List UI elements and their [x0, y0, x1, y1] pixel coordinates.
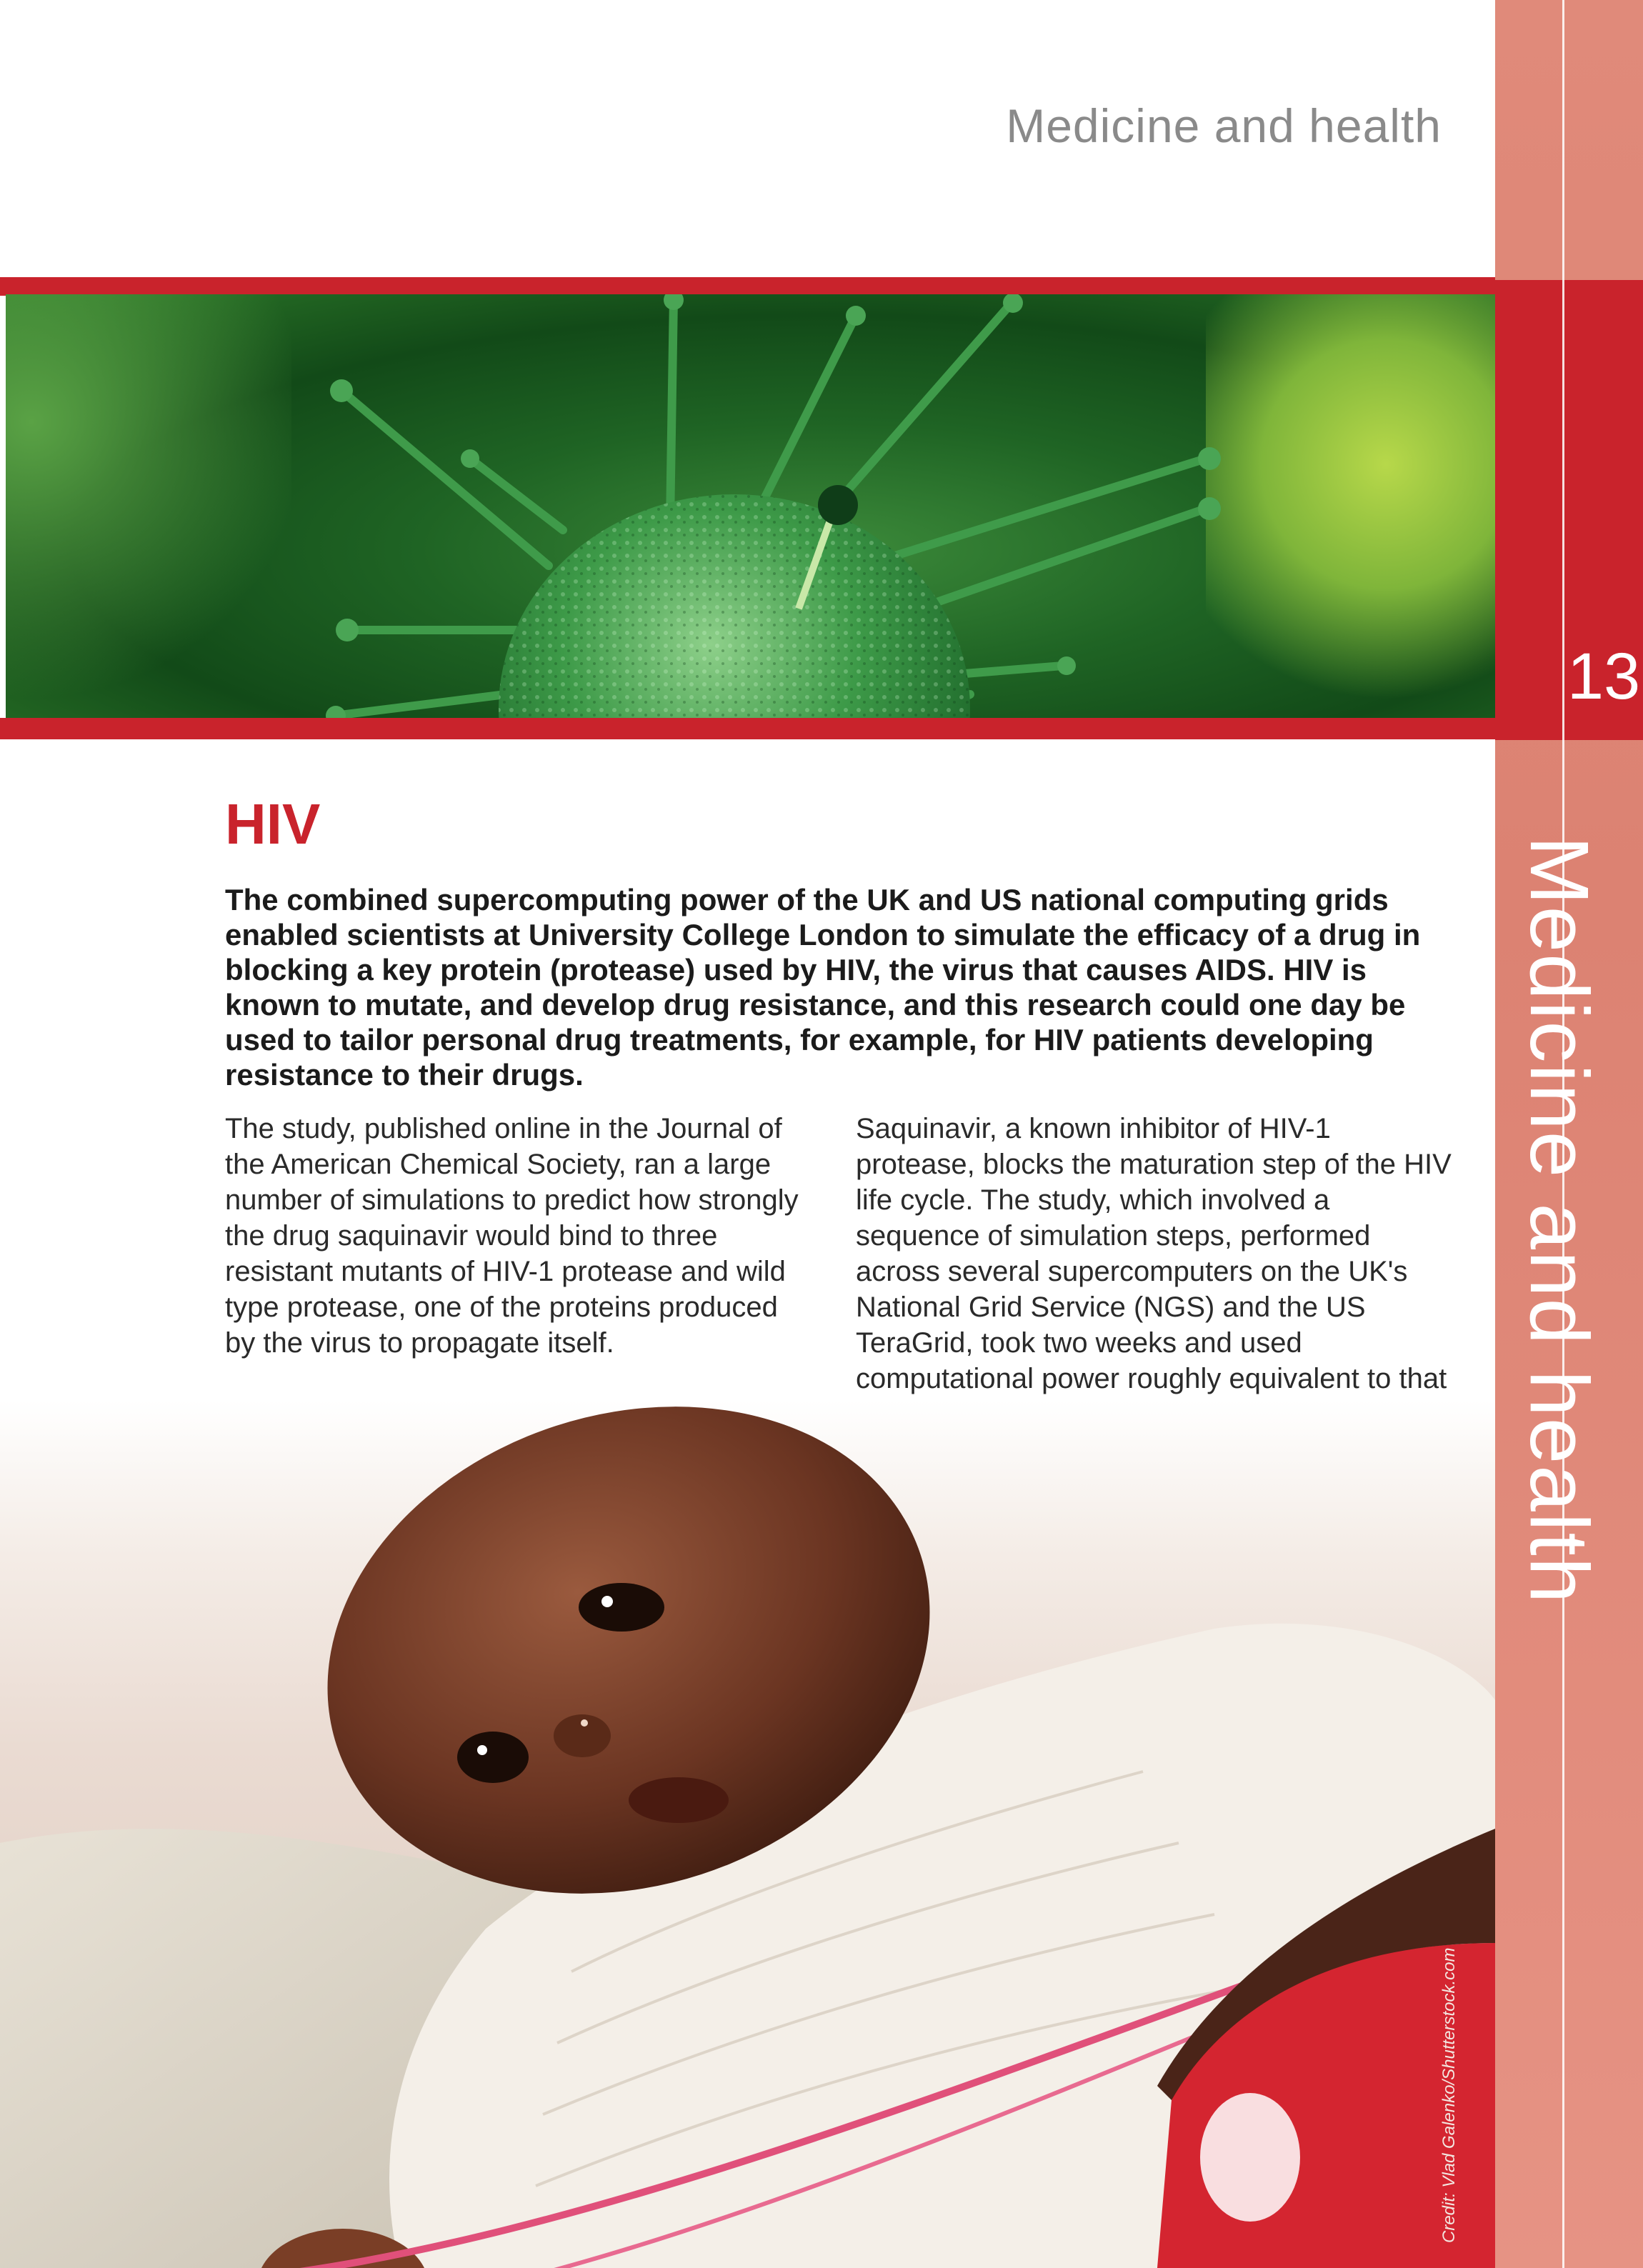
virus-illustration: [6, 294, 1495, 719]
banner-border-bottom: [0, 718, 1495, 739]
banner-border-top: [0, 277, 1495, 296]
article-title: HIV: [225, 792, 321, 856]
infant-photo: [0, 1400, 1495, 2268]
article-lead-paragraph: The combined supercomputing power of the UK and US national computing grids enabled scientists at University College London to simulate the efficacy of a drug in blocking a key protein (protease) used by HIV, the virus that causes AIDS. HIV is known to mutate, and develop drug resistance, and this research could one day be used to tailor personal drug treatments, for example, for HIV patients developing resistance to their drugs.: [225, 883, 1421, 1091]
page-number: 13: [1567, 640, 1641, 713]
banner-virus-image: [6, 294, 1495, 719]
infant-illustration: [0, 1400, 1495, 2268]
section-tab-label: Medicine and health: [1513, 836, 1606, 1605]
running-header: Medicine and health: [1006, 99, 1442, 152]
article-body-right-column: Saquinavir, a known inhibitor of HIV-1 protease, blocks the maturation step of the HIV life cycle. The study, which involved a sequence of simulation steps, performed across several supercomputers on the UK's National Grid Service (NGS) and the US TeraGrid, took two weeks and used computational power roughly equivalent to that: [856, 1113, 1452, 1394]
photo-credit: Credit: Vlad Galenko/Shutterstock.com: [1439, 1947, 1459, 2243]
article-body-left-column: The study, published online in the Journal of the American Chemical Society, ran a large number of simulations to predict how strongly the drug saquinavir would bind to three resistant mutants of HIV-1 protease and wild type protease, one of the proteins produced by the virus to propagate itself.: [225, 1113, 799, 1359]
